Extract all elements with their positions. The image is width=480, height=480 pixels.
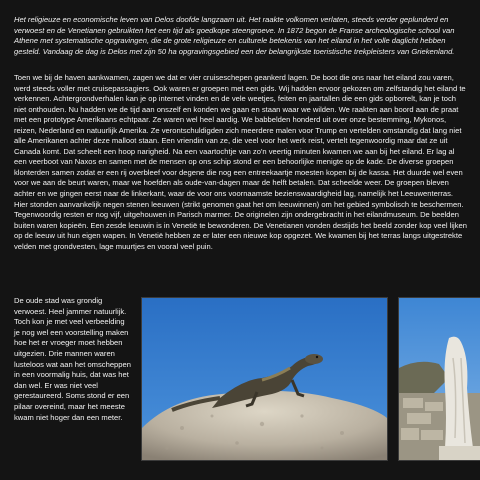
intro-paragraph: Het religieuze en economische leven van Delos doofde langzaam uit. Het raakte volkomen verlaten, steeds verder geplunderd en verwoest en de Venetianen gebruikten het een tijd als goedkope steengroeve. In 1872 begon de Franse archeologische school van Athene met systematische opgravingen, die de grote religieuze en culturele betekenis van het eiland in het volle daglicht hebben gesteld. Vandaag de dag is Delos met zijn 50 ha opgravingsgebied een der belangrijkste toeristische trekpleisters van Griekenland. xyxy=(14,15,455,56)
column-paragraph: De oude stad was grondig verwoest. Heel jammer natuurlijk. Toch kon je met veel verbeelding je nog wel een voorstelling maken hoe het er vroeger moet hebben uitgezien. Drie mannen waren lusteloos wat aan het omscheppen in een voormalig huis, dat was het dan wel. Er was niet veel gerestaureerd. Soms stond er een pilaar overeind, maar het meeste kwam niet hoger dan een meter. xyxy=(14,296,131,422)
lizard-on-rock-photo xyxy=(141,297,388,461)
statue-ruins-photo xyxy=(398,297,480,461)
main-paragraph: Toen we bij de haven aankwamen, zagen we dat er vier cruiseschepen geankerd lagen. De boot die ons naar het eiland zou varen, werd steeds voller met cruisepassagiers. Ook waren er groepen met een gids. Wij hadden ervoor gekozen om zelfstandig het eiland te verkennen. Achtergrondverhalen kan je op internet vinden en de vele weetjes, feiten en jaartallen die een gids opborrelt, kan je toch niet onthouden. Nu hadden we de tijd aan onszelf en konden we gaan en staan waar we wilden. We raakten aan boord aan de praat met een prototype Amerikaans echtpaar. Ze waren wel heel aardig. We babbelden honderd uit over onze bestemming, Mykonos, reizen, Nederland en natuurlijk Amerika. Ze verontschuldigden zich meerdere malen voor Trump en vertelden omstandig dat lang niet alle Amerikanen achter deze malloot staan. Een vriendin van ze, die veel voor het werk reist, vertelt tegenwoordig maar dat ze uit Canada komt. Dat scheelt een hoop narigheid. Na een vaartochtje van zo'n veertig minuten kwamen we aan bij het eiland. Er lag al een veerboot van Naxos en samen met de mensen op ons schip stond er een behoorlijke menigte op de kade. De diverse groepen klonterden samen zodat er een rij overbleef voor degene die nog een entreekaartje moesten kopen bij de kassa. Het duurde wel even voor we aan de beurt waren, maar we hoefden als oude-van-dagen maar de helft betalen. Dat scheelde weer. De groepen bleven achter en we gingen eerst naar de linkerkant, waar de voor ons voornaamste bezienswaardigheid lag, namelijk het Leeuwenterras. Hier stonden aanvankelijk negen stenen leeuwen (strikt genomen gaat het om leeuwinnen) om het gebied symbolisch te beschermen. Tegenwoordig resten er nog vijf, uitgehouwen in Parisch marmer. De originelen zijn ondergebracht in het eilandmuseum. De beelden buiten waren kopieën. Een zesde leeuwin is in Venetië te bewonderen. De Venetianen vonden destijds het beeld zonder kop veel lijken op de leeuw uit hun eigen wapen. In Venetië hebben ze er later een nieuwe kop opgezet. We kwamen bij het terras langs uitgestrekte velden met grondvesten, lage muurtjes en vooral veel puin. xyxy=(14,73,467,251)
